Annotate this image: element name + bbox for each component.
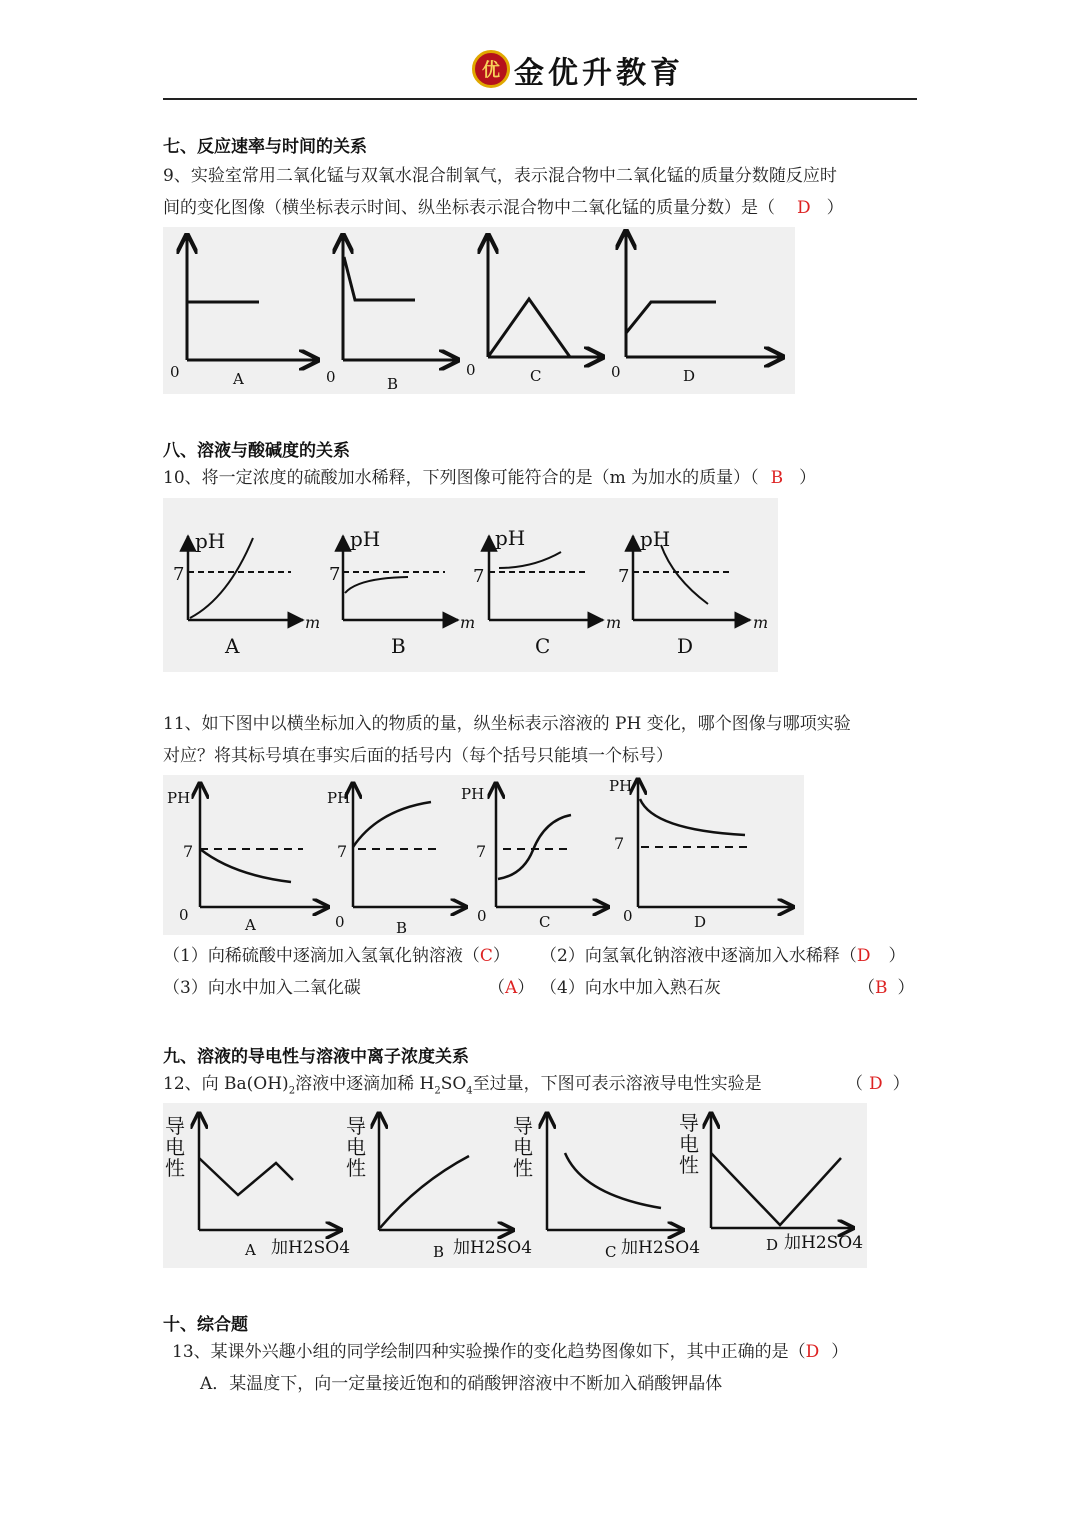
- q12-graph-c: [513, 1113, 700, 1261]
- svg-text:0: 0: [611, 363, 621, 381]
- svg-text:m: m: [305, 613, 321, 632]
- q11-item-2: （2）向氢氧化钠溶液中逐滴加入水稀释（D ）: [540, 946, 906, 966]
- svg-text:电: 电: [679, 1132, 699, 1156]
- q11-graph-a: [167, 783, 328, 934]
- svg-text:m: m: [606, 613, 622, 632]
- svg-text:A: A: [245, 916, 256, 934]
- svg-text:m: m: [753, 613, 769, 632]
- q12-answer: （ D ）: [846, 1074, 910, 1094]
- q12-graphs: [163, 1103, 867, 1268]
- q11-graph-b: [327, 783, 466, 935]
- q9-graph-d: [611, 231, 783, 385]
- q9-graph-a: [170, 235, 318, 388]
- svg-text:7: 7: [473, 566, 485, 587]
- q12-graph-a: [165, 1113, 350, 1259]
- q11-item-3: （3）向水中加入二氧化碳: [163, 978, 361, 998]
- brand-logo: [472, 50, 510, 88]
- svg-text:D: D: [694, 913, 707, 931]
- svg-text:m: m: [460, 613, 476, 632]
- q11-item-4-answer: （B ）: [858, 978, 915, 998]
- svg-text:B: B: [391, 634, 406, 658]
- svg-text:0: 0: [466, 361, 476, 379]
- q10-graph-c: [473, 526, 621, 658]
- svg-text:B: B: [433, 1243, 445, 1261]
- brand-title: 金优升教育: [514, 56, 684, 91]
- q10-graph-a: [173, 529, 320, 658]
- svg-text:加H2SO4: 加H2SO4: [621, 1238, 701, 1258]
- svg-text:C: C: [535, 634, 551, 658]
- q9-graph-b: [326, 235, 458, 393]
- svg-text:7: 7: [476, 842, 487, 861]
- svg-text:0: 0: [477, 907, 487, 925]
- svg-text:A: A: [245, 1241, 256, 1259]
- svg-text:C: C: [605, 1243, 617, 1261]
- svg-text:性: 性: [679, 1153, 699, 1177]
- q12-graph-d: [679, 1111, 863, 1254]
- q11-line1: 11、如下图中以横坐标加入的物质的量，纵坐标表示溶液的 PH 变化，哪个图像与哪项实验: [163, 714, 851, 734]
- section-7-heading: 七、反应速率与时间的关系: [163, 137, 367, 157]
- svg-text:性: 性: [513, 1156, 533, 1180]
- q10-answer: B: [770, 468, 784, 488]
- q13-option-a: A．某温度下，向一定量接近饱和的硝酸钾溶液中不断加入硝酸钾晶体: [200, 1374, 723, 1394]
- svg-text:C: C: [539, 913, 551, 931]
- q11-line2: 对应？将其标号填在事实后面的括号内（每个括号只能填一个标号）: [163, 746, 673, 766]
- svg-text:0: 0: [170, 363, 180, 381]
- q11-item-1: （1）向稀硫酸中逐滴加入氢氧化钠溶液（C）: [163, 946, 510, 966]
- svg-text:0: 0: [623, 907, 633, 925]
- q9-line1: 9、实验室常用二氧化锰与双氧水混合制氧气，表示混合物中二氧化锰的质量分数随反应时: [163, 166, 837, 186]
- svg-text:电: 电: [513, 1135, 533, 1159]
- svg-text:C: C: [530, 367, 542, 385]
- svg-text:PH: PH: [609, 777, 633, 795]
- q11-item-4: （4）向水中加入熟石灰: [540, 978, 721, 998]
- svg-text:D: D: [766, 1236, 779, 1254]
- q10-line: 10、将一定浓度的硫酸加水稀释，下列图像可能符合的是（m 为加水的质量）（ B ）: [163, 468, 817, 488]
- svg-text:7: 7: [329, 564, 341, 585]
- svg-text:PH: PH: [167, 789, 191, 807]
- svg-text:导: 导: [513, 1114, 533, 1138]
- svg-text:pH: pH: [495, 526, 526, 550]
- svg-text:7: 7: [183, 842, 194, 861]
- section-8-heading: 八、溶液与酸碱度的关系: [163, 441, 350, 461]
- header-divider: [163, 98, 917, 100]
- section-9-heading: 九、溶液的导电性与溶液中离子浓度关系: [163, 1047, 469, 1067]
- q13-answer: D: [805, 1342, 820, 1362]
- svg-text:电: 电: [346, 1135, 366, 1159]
- svg-text:性: 性: [346, 1156, 366, 1180]
- svg-text:pH: pH: [195, 529, 226, 553]
- svg-text:加H2SO4: 加H2SO4: [784, 1233, 864, 1253]
- svg-text:导: 导: [346, 1114, 366, 1138]
- section-10-heading: 十、综合题: [163, 1315, 248, 1335]
- svg-text:PH: PH: [461, 785, 485, 803]
- q12-graph-b: [346, 1113, 532, 1261]
- svg-text:PH: PH: [327, 789, 351, 807]
- svg-text:D: D: [677, 634, 694, 658]
- svg-text:0: 0: [179, 906, 189, 924]
- svg-text:加H2SO4: 加H2SO4: [453, 1238, 533, 1258]
- svg-text:A: A: [225, 634, 240, 658]
- svg-text:导: 导: [679, 1111, 699, 1135]
- svg-text:pH: pH: [640, 527, 671, 551]
- q12-line: 12、向 $Ba(OH)_2$溶液中逐滴加稀 $H_2SO_4$至过量，下图可表示溶液导电性实验是: [163, 1074, 762, 1097]
- svg-text:0: 0: [335, 913, 345, 931]
- svg-text:导: 导: [165, 1114, 185, 1138]
- svg-text:B: B: [396, 919, 408, 935]
- q9-answer: D: [797, 198, 811, 218]
- svg-text:pH: pH: [350, 527, 381, 551]
- q9-line2: 间的变化图像（横坐标表示时间、纵坐标表示混合物中二氧化锰的质量分数）是（ D ）: [163, 198, 844, 218]
- svg-text:7: 7: [618, 566, 630, 587]
- q10-graph-d: [618, 527, 768, 658]
- svg-text:7: 7: [173, 564, 185, 585]
- svg-text:B: B: [387, 375, 399, 393]
- q11-item-3-answer: （A）: [488, 978, 535, 998]
- q10-graph-b: [329, 527, 475, 658]
- svg-text:7: 7: [614, 834, 625, 853]
- svg-text:电: 电: [165, 1135, 185, 1159]
- q10-graphs: [163, 498, 778, 672]
- q11-graph-d: [609, 777, 793, 931]
- logo-char: 优: [482, 60, 500, 81]
- svg-text:7: 7: [337, 842, 348, 861]
- q13-line: 13、某课外兴趣小组的同学绘制四种实验操作的变化趋势图像如下，其中正确的是（D ）: [172, 1342, 849, 1362]
- svg-text:D: D: [683, 367, 696, 385]
- svg-text:0: 0: [326, 368, 336, 386]
- q9-graphs: [163, 227, 795, 394]
- q11-graph-c: [461, 783, 608, 931]
- q9-graph-c: [466, 235, 603, 385]
- svg-text:性: 性: [165, 1156, 185, 1180]
- svg-text:加H2SO4: 加H2SO4: [271, 1238, 351, 1258]
- q11-graphs: [163, 775, 804, 935]
- svg-text:A: A: [233, 370, 244, 388]
